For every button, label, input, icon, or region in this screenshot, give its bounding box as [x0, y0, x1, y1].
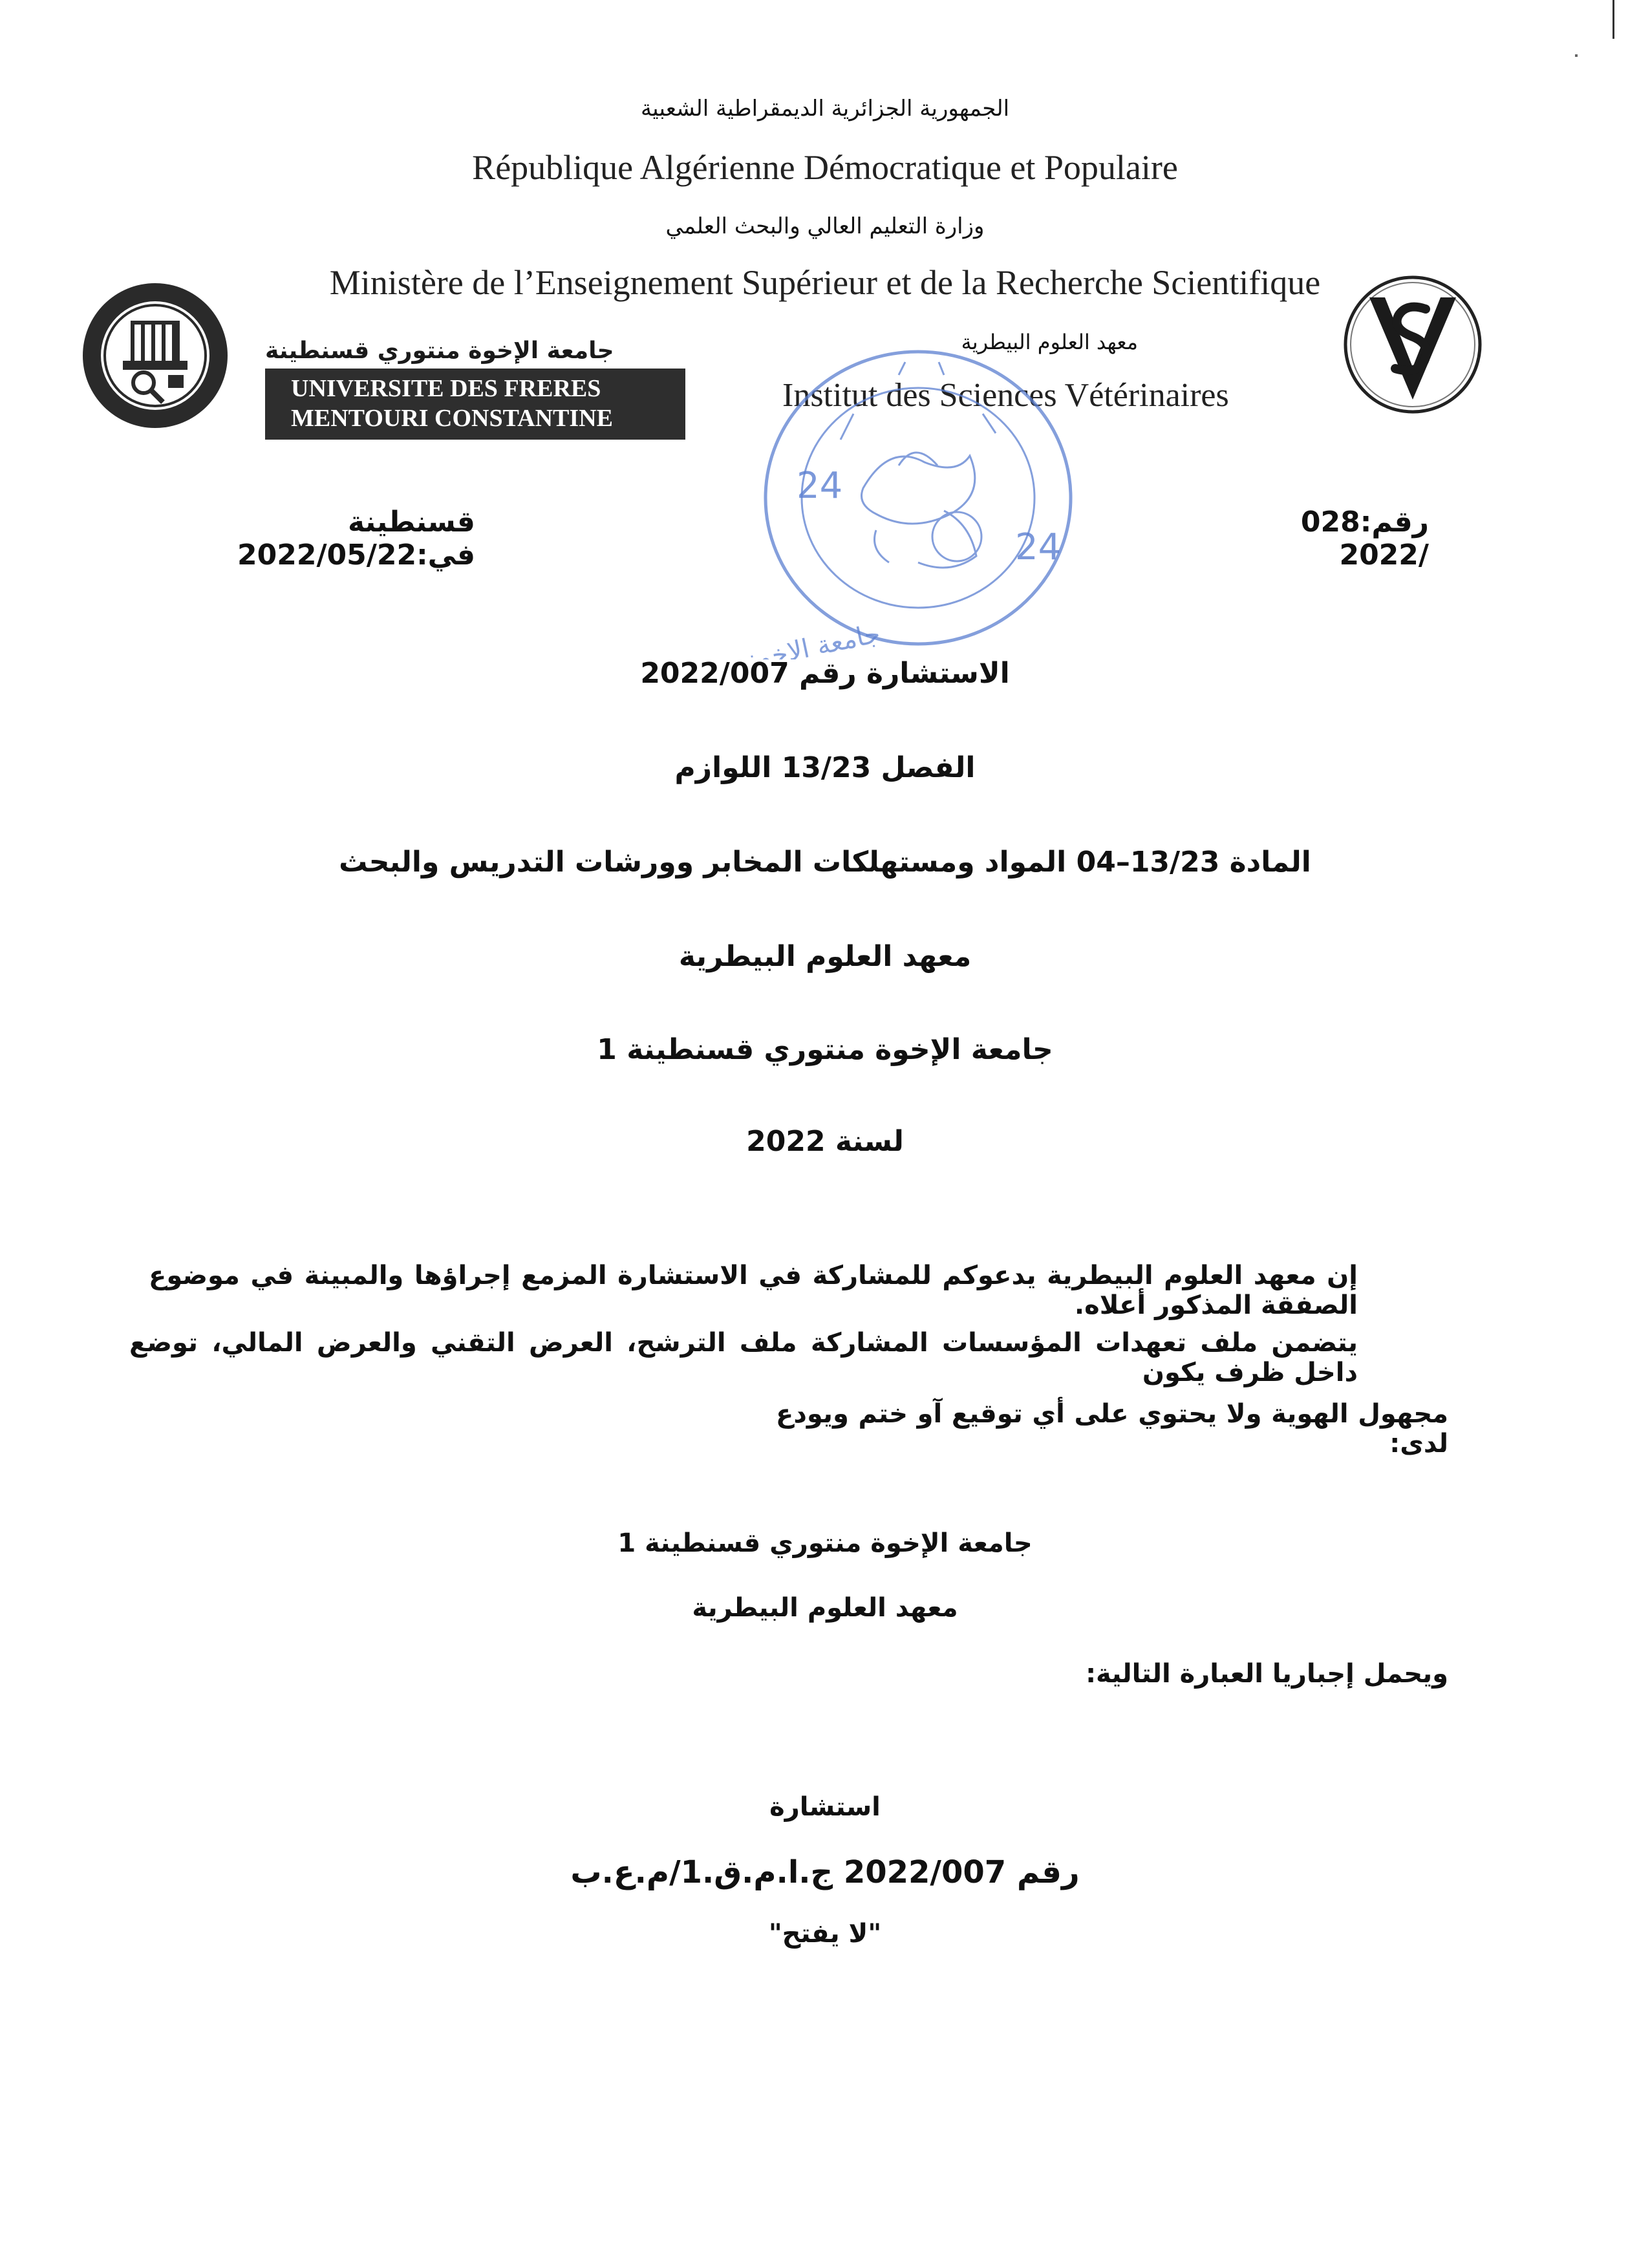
closing-do-not-open: "لا يفتح": [768, 1919, 882, 1949]
submission-paragraph-line-1: يتضمن ملف تعهدات المؤسسات المشاركة ملف الترشح، العرض التقني والعرض المالي، توضع داخل ظرف يكون: [129, 1328, 1358, 1387]
address-institute: معهد العلوم البيطرية: [692, 1593, 958, 1623]
university-name-line-2: MENTOURI CONSTANTINE: [291, 405, 613, 432]
university-logo: [78, 278, 614, 433]
ministry-arabic: وزارة التعليم العالي والبحث العلمي: [665, 213, 985, 239]
address-university: جامعة الإخوة منتوري قسنطينة 1: [617, 1528, 1033, 1558]
university-name-line-1: UNIVERSITE DES FRERES: [291, 375, 601, 402]
stamp-number-right: 24: [1015, 526, 1062, 568]
consultation-title: الاستشارة رقم 2022/007: [640, 657, 1010, 690]
submission-paragraph-line-2: مجهول الهوية ولا يحتوي على أي توقيع آو ختم ويودع لدى:: [776, 1399, 1448, 1459]
university-title: جامعة الإخوة منتوري قسنطينة 1: [597, 1033, 1053, 1066]
ministry-french: Ministère de l’Enseignement Supérieur et de la Recherche Scientifique: [329, 263, 1321, 302]
institute-arabic: معهد العلوم البيطرية: [961, 330, 1138, 354]
veterinary-logo: [1338, 270, 1487, 419]
mandatory-phrase-label: ويحمل إجباريا العبارة التالية:: [1086, 1659, 1448, 1689]
chapter-title: الفصل 13/23 اللوازم: [674, 751, 976, 784]
stamp-number-left: 24: [797, 465, 843, 507]
institute-french: Institut des Sciences Vétérinaires: [782, 377, 1229, 414]
document-date: قسنطينة في:2022/05/22: [237, 506, 475, 572]
university-name-arabic: جامعة الإخوة منتوري قسنطينة: [265, 337, 614, 364]
year-title: لسنة 2022: [746, 1125, 904, 1158]
scan-edge-mark: [1612, 0, 1614, 39]
veterinary-sv-icon: [1338, 270, 1487, 419]
university-seal-icon: [78, 278, 233, 433]
institute-title: معهد العلوم البيطرية: [678, 940, 972, 973]
university-name-banner: [265, 369, 685, 440]
republic-french: République Algérienne Démocratique et Populaire: [472, 148, 1178, 187]
reference-number: رقم:028 /2022: [1300, 506, 1429, 572]
stamp-text: جامعة الإخوة: [750, 619, 883, 659]
article-title: المادة 13/23–04 المواد ومستهلكات المخابر وورشات التدريس والبحث: [339, 846, 1311, 879]
scan-speck: [1575, 54, 1578, 57]
closing-consultation-number: رقم 2022/007 ج.ا.م.ق.1/م.ع.ب: [570, 1854, 1080, 1890]
official-stamp: [750, 336, 1086, 659]
closing-consultation-word: استشارة: [769, 1792, 881, 1822]
invitation-paragraph: إن معهد العلوم البيطرية يدعوكم للمشاركة في الاستشارة المزمع إجراؤها والمبينة في موضوع الصفقة المذكور أعلاه.: [149, 1261, 1358, 1320]
stamp-seal-icon: [750, 336, 1086, 659]
republic-arabic: الجمهورية الجزائرية الديمقراطية الشعبية: [640, 96, 1010, 122]
